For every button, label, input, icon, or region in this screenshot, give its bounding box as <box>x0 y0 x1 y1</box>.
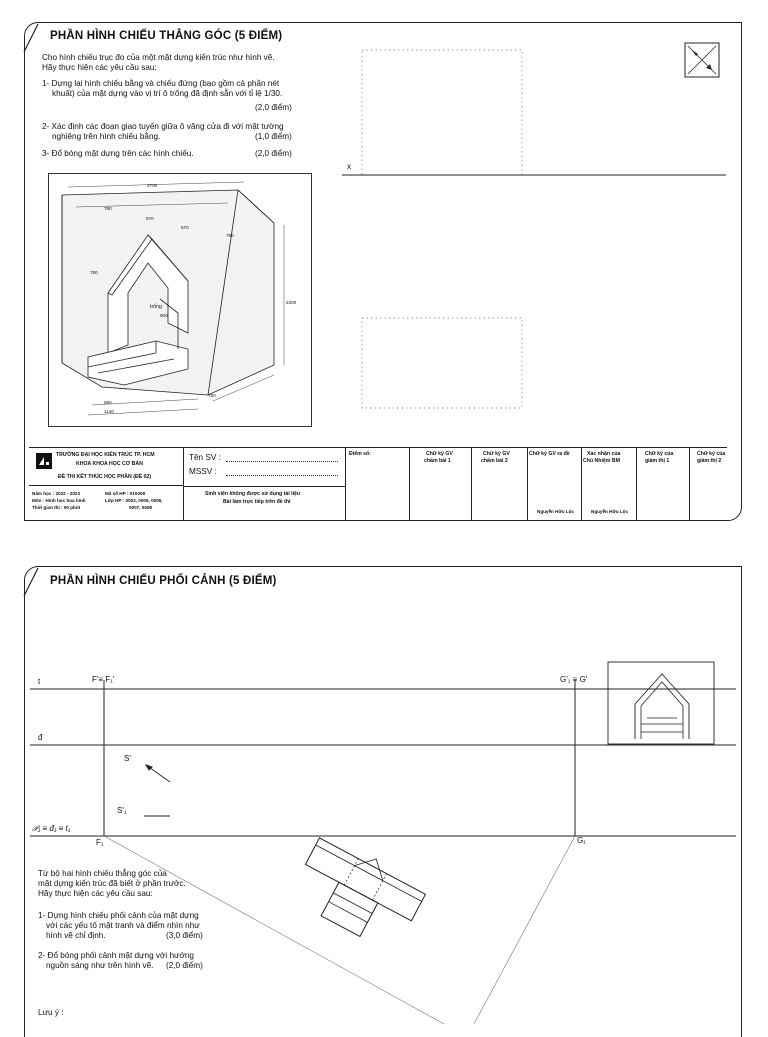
line-d-label: đ <box>38 733 43 742</box>
point-F-top: F'≡ F₁' <box>92 675 115 684</box>
task3-score: (2,0 điểm) <box>255 149 292 158</box>
grader2-label-1: Chữ ký GV <box>483 451 510 457</box>
x-axis-label: x <box>347 162 352 171</box>
proctor2-label-2: giám thị 2 <box>697 458 722 464</box>
approver-name: Nguyễn Hữu Lộc <box>591 509 629 514</box>
intro-line-2: Hãy thực hiện các yêu cầu sau: <box>42 63 157 72</box>
task1-score: (2,0 điểm) <box>255 103 292 112</box>
grader1-label-1: Chữ ký GV <box>426 451 453 457</box>
dim-base1: 990 <box>104 400 112 405</box>
student-name-label: Tên SV : <box>189 453 221 462</box>
opening-label: trống <box>150 304 162 310</box>
proctor1-label-1: Chữ ký của <box>645 451 674 457</box>
info-time: Thời gian thi : 90 phút <box>32 505 81 510</box>
info-code: Mã số HP : 010008 <box>105 491 146 496</box>
projection-answer-area <box>340 40 730 400</box>
task3-line: 3- Đổ bóng mặt dựng trên các hình chiếu. <box>42 149 194 158</box>
score-label: Điểm số: <box>349 451 371 457</box>
light-S-prime: S' <box>124 754 131 763</box>
p2-task1-2: với các yếu tố mặt tranh và điểm nhìn như <box>46 921 200 930</box>
grader1-label-2: chấm bài 1 <box>424 458 451 464</box>
rule-note-1: Sinh viên không được sử dụng tài liệu <box>205 491 301 497</box>
page-title: PHẦN HÌNH CHIẾU THẲNG GÓC (5 ĐIỂM) <box>50 30 283 42</box>
dim-base2: 1140 <box>104 409 114 414</box>
task1-line-1: 1- Dựng lại hình chiếu bằng và chiếu đứng (bao gồm cả phần nét <box>42 79 280 88</box>
school-name: TRƯỜNG ĐẠI HỌC KIẾN TRÚC TP. HCM <box>56 452 155 458</box>
point-F-bottom: F₁ <box>96 838 104 847</box>
dim-b: 570 <box>146 216 154 221</box>
p2-note: Lưu ý : <box>38 1008 64 1017</box>
dim-d: 780 <box>226 233 234 238</box>
dim-a: 780 <box>104 206 112 211</box>
student-id-field[interactable] <box>226 475 338 476</box>
faculty-name: KHOA KHOA HỌC CƠ BẢN <box>76 461 143 467</box>
task2-score: (1,0 điểm) <box>255 132 292 141</box>
axonometric-drawing <box>48 173 310 425</box>
rule-note-2: Bài làm trực tiếp trên đề thi <box>223 499 291 505</box>
p2-task2-2: nguồn sáng như trên hình vẽ. <box>46 961 154 970</box>
approval-label-1: Xác nhận của <box>587 451 621 457</box>
student-name-field[interactable] <box>226 461 338 462</box>
author-label: Chữ ký GV ra đề <box>529 451 570 457</box>
title-corner-decoration <box>24 22 54 52</box>
page2-title: PHẦN HÌNH CHIẾU PHỐI CẢNH (5 ĐIỂM) <box>50 575 277 587</box>
p2-intro-1: Từ bộ hai hình chiếu thẳng góc của <box>38 869 167 878</box>
exam-name: ĐỀ THI KẾT THÚC HỌC PHẦN (ĐỀ 02) <box>58 474 152 480</box>
base-line-label: 𝒫₁ ≡ đ₁ ≡ t₁ <box>32 824 71 833</box>
dim-left: 780 <box>90 270 98 275</box>
intro-line-1: Cho hình chiếu trục đo của một mặt dựng kiến trúc như hình vẽ. <box>42 53 275 62</box>
p2-intro-2: mặt dựng kiến trúc đã biết ở phần trước. <box>38 879 186 888</box>
author-name: Nguyễn Hữu Lộc <box>537 509 575 514</box>
p2-intro-3: Hãy thực hiện các yêu cầu sau: <box>38 889 153 898</box>
task2-line-1: 2- Xác định các đoạn giao tuyến giữa ô văng cửa đi với mặt tường <box>42 122 284 131</box>
proctor1-label-2: giám thị 1 <box>645 458 670 464</box>
dim-height: 2400 <box>286 300 297 305</box>
info-year: Năm học : 2022 - 2023 <box>32 491 81 496</box>
p2-task1-3: hình vẽ chỉ định. <box>46 931 106 940</box>
approval-label-2: Chủ Nhiệm BM <box>583 458 620 464</box>
point-G-bottom: G₁ <box>577 836 586 845</box>
dim-opening: 900 <box>160 313 168 318</box>
p2-task2-1: 2- Đổ bóng phối cảnh mặt dựng với hướng <box>38 951 194 960</box>
p2-task1-score: (3,0 điểm) <box>166 931 203 940</box>
student-id-label: MSSV : <box>189 467 217 476</box>
p2-task1-1: 1- Dựng hình chiếu phối cảnh của mặt dựng <box>38 911 199 920</box>
dim-top: 2700 <box>147 183 158 188</box>
school-logo-icon <box>36 453 52 469</box>
line-t-label: t <box>38 677 41 686</box>
info-subject: Môn : Hình học họa hình <box>32 498 86 503</box>
info-class-cont: 0007, 0008 <box>129 505 152 510</box>
dim-c: 570 <box>181 225 189 230</box>
point-G-top: G'₁ ≡ G' <box>560 675 588 684</box>
task1-line-2: khuất) của mặt dựng vào vị trí ô trống đã định sẵn với tỉ lệ 1/30. <box>52 89 283 98</box>
task2-line-2: nghiêng trên hình chiếu bằng. <box>52 132 161 141</box>
grader2-label-2: chấm bài 2 <box>481 458 508 464</box>
light-S-sub: S'₁ <box>117 806 127 815</box>
orientation-symbol-icon <box>684 42 720 78</box>
proctor2-label-1: Chữ ký của <box>697 451 726 457</box>
p2-task2-score: (2,0 điểm) <box>166 961 203 970</box>
info-class: Lớp HP : 0002, 0005, 0006, <box>105 498 163 503</box>
dim-side: 780 <box>208 393 216 398</box>
